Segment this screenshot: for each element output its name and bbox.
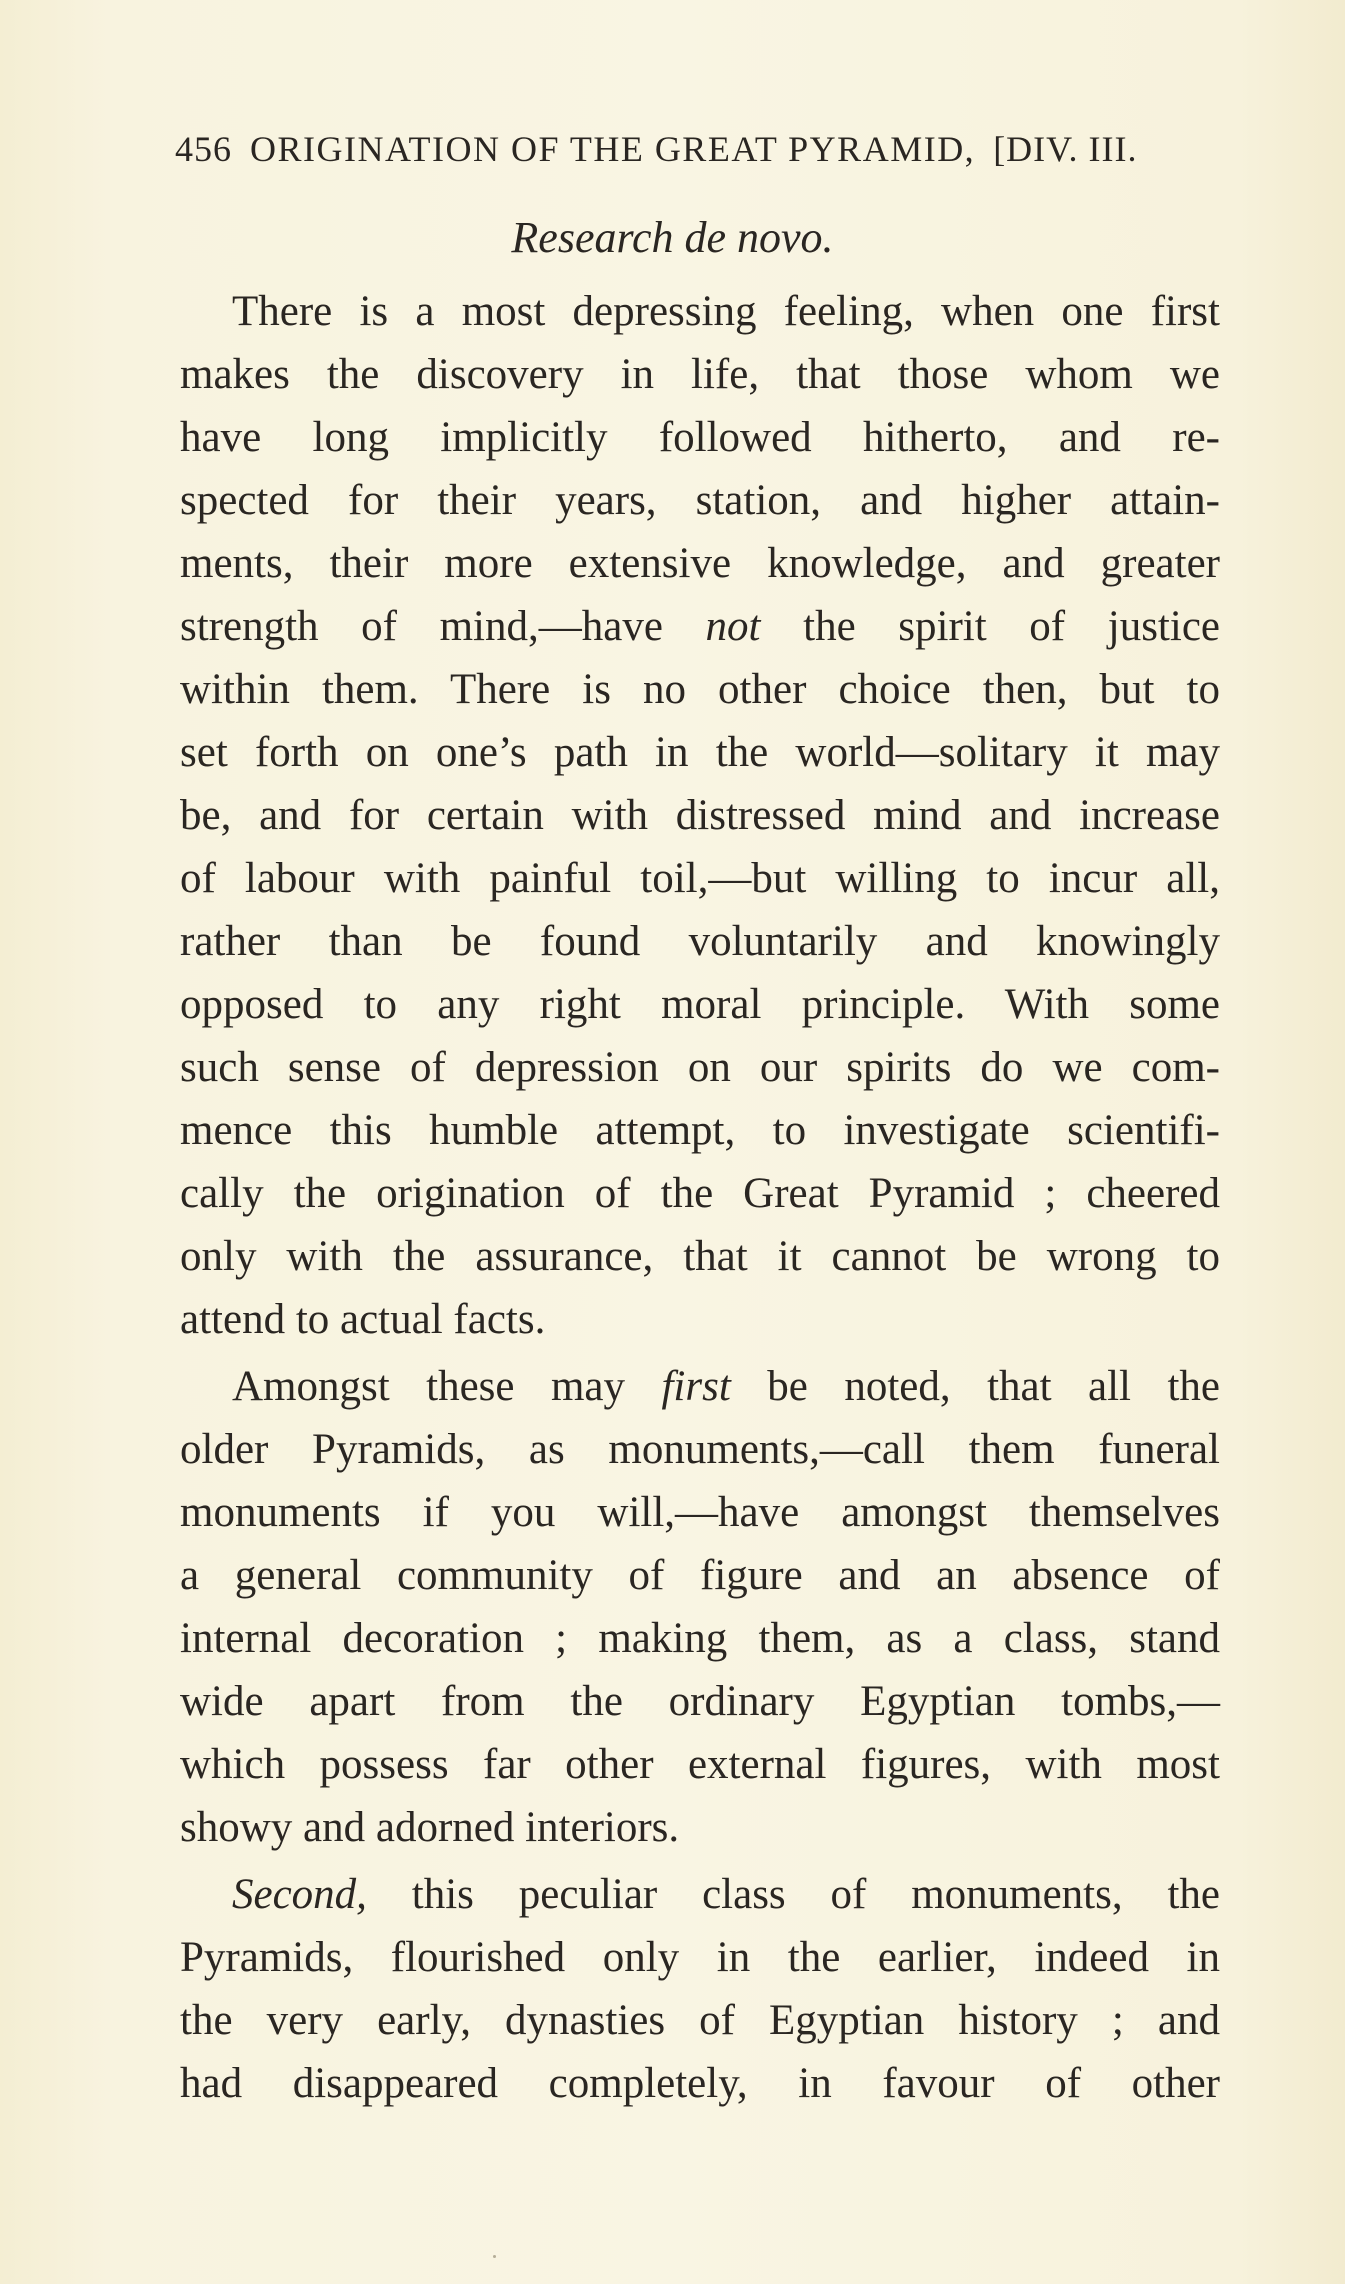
text-line: within them. There is no other choice then, but to: [180, 666, 1220, 713]
text-line: monuments if you will,—have amongst themselves: [180, 1489, 1220, 1536]
text-line: Pyramids, flourished only in the earlier, indeed in: [180, 1934, 1220, 1981]
text-line: [180, 1863, 1220, 1926]
text-line: older Pyramids, as monuments,—call them funeral: [180, 1426, 1220, 1473]
italic-word: first: [661, 1363, 731, 1410]
text-line: such sense of depression on our spirits do we com-: [180, 1044, 1220, 1091]
text-line: spected for their years, station, and higher attain-: [180, 477, 1220, 524]
text-line: There is a most depressing feeling, when one first: [232, 288, 1220, 335]
page-number: 456: [175, 129, 232, 169]
text-line: only with the assurance, that it cannot be wrong to: [180, 1233, 1220, 1280]
text-line: cally the origination of the Great Pyramid ; cheered: [180, 1170, 1220, 1217]
text-line: the very early, dynasties of Egyptian history ; and: [180, 1997, 1220, 2044]
text-run: strength of mind,—have: [180, 603, 706, 650]
text-line: rather than be found voluntarily and knowingly: [180, 918, 1220, 965]
text-line: which possess far other external figures, with most: [180, 1741, 1220, 1788]
paper-speck: [493, 2255, 496, 2258]
text-line: of labour with painful toil,—but willing to incur all,: [180, 855, 1220, 902]
text-line: had disappeared completely, in favour of other: [180, 2060, 1220, 2107]
text-line: [180, 1355, 1220, 1418]
text-line: showy and adorned interiors.: [180, 1804, 680, 1851]
italic-word: not: [705, 603, 761, 650]
paragraph-2: [180, 1355, 1220, 1859]
text-line: a general community of figure and an absence of: [180, 1552, 1220, 1599]
paragraph-1: [180, 280, 1220, 1351]
italic-word: Second,: [232, 1871, 367, 1918]
section-heading: Research de novo.: [511, 213, 834, 262]
text-line: attend to actual facts.: [180, 1296, 546, 1343]
text-line: mence this humble attempt, to investigate scientifi-: [180, 1107, 1220, 1154]
text-line: ments, their more extensive knowledge, and greater: [180, 540, 1220, 587]
text-run: Amongst these may: [232, 1363, 662, 1410]
paragraph-3: [180, 1863, 1220, 2115]
body-text: [180, 280, 1220, 2115]
text-run: be noted, that all the: [730, 1363, 1220, 1410]
text-line: wide apart from the ordinary Egyptian tombs,—: [180, 1678, 1220, 1725]
running-header: [175, 128, 1215, 170]
text-line: have long implicitly followed hitherto, and re-: [180, 414, 1220, 461]
text-line: internal decoration ; making them, as a class, stand: [180, 1615, 1220, 1662]
text-run: this peculiar class of monuments, the: [366, 1871, 1220, 1918]
text-run: the spirit of justice: [760, 603, 1220, 650]
division-label: [DIV. III.: [993, 129, 1138, 169]
running-title: ORIGINATION OF THE GREAT PYRAMID,: [250, 129, 976, 169]
text-line: be, and for certain with distressed mind and increase: [180, 792, 1220, 839]
text-line: makes the discovery in life, that those whom we: [180, 351, 1220, 398]
text-line: set forth on one’s path in the world—solitary it may: [180, 729, 1220, 776]
text-line: [180, 595, 1220, 658]
text-line: opposed to any right moral principle. With some: [180, 981, 1220, 1028]
